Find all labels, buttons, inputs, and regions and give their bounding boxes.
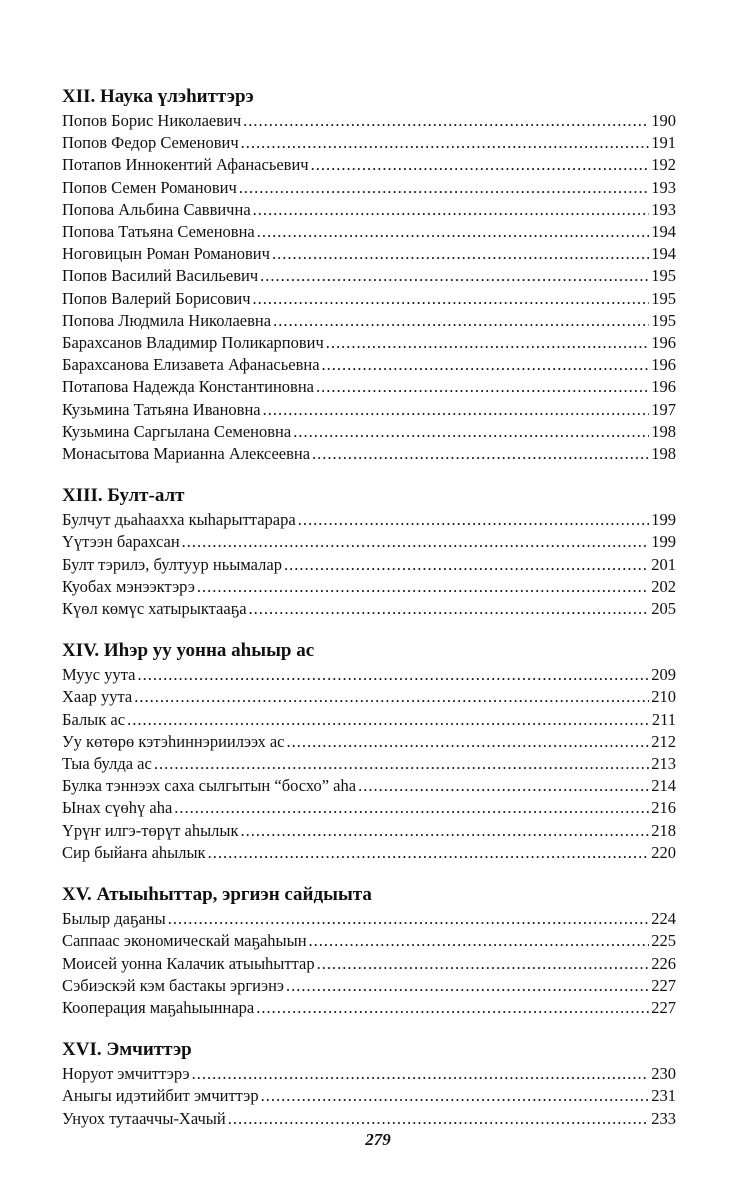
entry-title: Попов Семен Романович <box>62 177 237 197</box>
toc-entry <box>62 265 676 287</box>
entry-title: Уу көтөрө кэтэhиннэриилээх ас <box>62 731 285 751</box>
dot-leader <box>261 1085 650 1107</box>
toc-entry <box>62 310 676 332</box>
dot-leader <box>316 376 649 398</box>
entry-page-number: 202 <box>651 576 676 596</box>
dot-leader <box>263 399 650 421</box>
entry-title: Булка тэннээх саха сылгытын “босхо” аhа <box>62 776 357 796</box>
entry-title: Булт тэрилэ, бултуур ньымалар <box>62 554 282 574</box>
entry-title: Барахсанова Елизавета Афанасьевна <box>62 355 320 375</box>
entry-title: Сир быйаҥа аhылык <box>62 842 206 862</box>
entry-title: Күөл көмүс хатырыктааҕа <box>62 599 247 619</box>
table-of-contents <box>62 84 676 1148</box>
dot-leader <box>197 576 649 598</box>
toc-entry <box>62 177 676 199</box>
entry-page-number: 211 <box>651 709 676 729</box>
entry-title: Булчут дьаhаахха кыhарыттарара <box>62 510 296 530</box>
toc-entry <box>62 1085 676 1107</box>
entry-page-number: 199 <box>651 510 676 530</box>
dot-leader <box>239 177 649 199</box>
section-title: XVI. Эмчиттэр <box>62 1039 192 1061</box>
section-title: XIII. Булт-алт <box>62 485 185 507</box>
dot-leader <box>272 243 649 265</box>
entry-title: Попова Людмила Николаевна <box>62 310 272 330</box>
section-title: XIV. Иhэр уу уонна аhыыр ас <box>62 640 315 662</box>
dot-leader <box>241 132 650 154</box>
entry-title: Попова Альбина Саввична <box>62 199 251 219</box>
entry-page-number: 198 <box>651 444 676 464</box>
toc-entry <box>62 332 676 354</box>
entry-page-number: 230 <box>651 1064 676 1084</box>
toc-entry <box>62 664 676 686</box>
entry-title: Попова Татьяна Семеновна <box>62 222 255 242</box>
dot-leader <box>168 908 650 930</box>
entry-page-number: 201 <box>651 554 676 574</box>
entry-page-number: 194 <box>651 244 676 264</box>
entry-page-number: 193 <box>651 177 676 197</box>
toc-entry <box>62 421 676 443</box>
dot-leader <box>228 1108 650 1130</box>
toc-entry <box>62 399 676 421</box>
dot-leader <box>326 332 649 354</box>
toc-entry <box>62 975 676 997</box>
page-number: 279 <box>365 1130 391 1149</box>
toc-entry <box>62 908 676 930</box>
dot-leader <box>260 265 649 287</box>
entry-title: Кооперация маҕаhыыннара <box>62 997 255 1017</box>
entry-title: Потапова Надежда Константиновна <box>62 377 314 397</box>
entry-page-number: 212 <box>651 731 676 751</box>
entry-title: Кузьмина Татьяна Ивановна <box>62 399 261 419</box>
entry-page-number: 193 <box>651 199 676 219</box>
entry-title: Үүтээн барахсан <box>62 532 180 552</box>
toc-section <box>62 1037 676 1130</box>
toc-entry <box>62 686 676 708</box>
entry-page-number: 231 <box>651 1086 676 1106</box>
dot-leader <box>298 509 650 531</box>
toc-entry <box>62 199 676 221</box>
entry-page-number: 220 <box>651 842 676 862</box>
toc-entry <box>62 842 676 864</box>
entry-title: Норуот эмчиттэрэ <box>62 1064 190 1084</box>
toc-entry <box>62 443 676 465</box>
entry-page-number: 198 <box>651 421 676 441</box>
dot-leader <box>243 110 649 132</box>
dot-leader <box>312 443 649 465</box>
dot-leader <box>208 842 650 864</box>
toc-entry <box>62 576 676 598</box>
entry-page-number: 210 <box>651 687 676 707</box>
entry-title: Кузьмина Саргылана Семеновна <box>62 421 292 441</box>
entry-page-number: 224 <box>651 909 676 929</box>
entry-page-number: 225 <box>651 931 676 951</box>
toc-entry <box>62 376 676 398</box>
entry-page-number: 192 <box>651 155 676 175</box>
toc-entry <box>62 110 676 132</box>
toc-entry <box>62 554 676 576</box>
dot-leader <box>249 598 650 620</box>
entry-title: Ноговицын Роман Романович <box>62 244 270 264</box>
toc-section <box>62 638 676 864</box>
entry-title: Муус уута <box>62 665 136 685</box>
toc-entry <box>62 1108 676 1130</box>
entry-page-number: 213 <box>651 754 676 774</box>
toc-entry <box>62 775 676 797</box>
entry-page-number: 196 <box>651 377 676 397</box>
dot-leader <box>134 686 649 708</box>
entry-title: Ынах сүөhү аhа <box>62 798 173 818</box>
entry-page-number: 227 <box>651 975 676 995</box>
dot-leader <box>284 554 649 576</box>
dot-leader <box>253 288 650 310</box>
dot-leader <box>154 753 649 775</box>
toc-entry <box>62 731 676 753</box>
entry-title: Тыа булда ас <box>62 754 152 774</box>
entry-title: Сэбиэскэй кэм бастакы эргиэнэ <box>62 975 284 995</box>
entry-page-number: 209 <box>651 665 676 685</box>
toc-entry <box>62 598 676 620</box>
dot-leader <box>137 664 649 686</box>
entry-page-number: 196 <box>651 355 676 375</box>
dot-leader <box>322 354 650 376</box>
toc-entry <box>62 1063 676 1085</box>
dot-leader <box>317 953 650 975</box>
entry-title: Саппаас экономическай маҕаhыын <box>62 931 307 951</box>
dot-leader <box>192 1063 650 1085</box>
toc-entry <box>62 820 676 842</box>
entry-title: Монасытова Марианна Алексеевна <box>62 444 311 464</box>
dot-leader <box>253 199 650 221</box>
toc-entry <box>62 509 676 531</box>
toc-entry <box>62 953 676 975</box>
entry-title: Попов Борис Николаевич <box>62 111 242 130</box>
entry-page-number: 194 <box>651 222 676 242</box>
dot-leader <box>309 930 650 952</box>
entry-page-number: 197 <box>651 399 676 419</box>
entry-page-number: 196 <box>651 333 676 353</box>
entry-page-number: 195 <box>651 266 676 286</box>
toc-entry <box>62 354 676 376</box>
entry-title: Попов Федор Семенович <box>62 133 239 153</box>
entry-title: Былыр даҕаны <box>62 909 166 929</box>
dot-leader <box>311 154 650 176</box>
entry-page-number: 195 <box>651 288 676 308</box>
toc-section <box>62 483 676 620</box>
toc-section <box>62 882 676 1019</box>
toc-entry <box>62 709 676 731</box>
entry-page-number: 216 <box>651 798 676 818</box>
entry-page-number: 205 <box>651 599 676 619</box>
toc-entry <box>62 288 676 310</box>
entry-title: Попов Василий Васильевич <box>62 266 259 286</box>
entry-title: Аныгы идэтийбит эмчиттэр <box>62 1086 259 1106</box>
entry-title: Үрүҥ илгэ-төрүт аhылык <box>62 820 239 840</box>
entry-page-number: 191 <box>651 133 676 153</box>
toc-entry <box>62 753 676 775</box>
toc-entry <box>62 531 676 553</box>
dot-leader <box>127 709 650 731</box>
dot-leader <box>241 820 650 842</box>
toc-entry <box>62 243 676 265</box>
toc-section <box>62 84 676 465</box>
entry-page-number: 218 <box>651 820 676 840</box>
dot-leader <box>286 975 649 997</box>
entry-page-number: 190 <box>651 111 676 130</box>
toc-entry <box>62 997 676 1019</box>
entry-page-number: 226 <box>651 953 676 973</box>
dot-leader <box>293 421 649 443</box>
toc-entry <box>62 221 676 243</box>
toc-entry <box>62 930 676 952</box>
entry-title: Куобах мэнээктэрэ <box>62 576 195 596</box>
dot-leader <box>182 531 650 553</box>
toc-entry <box>62 154 676 176</box>
entry-title: Барахсанов Владимир Поликарпович <box>62 333 324 353</box>
entry-page-number: 233 <box>651 1108 676 1128</box>
entry-page-number: 227 <box>651 997 676 1017</box>
entry-title: Унуох тутааччы-Хачый <box>62 1108 226 1128</box>
entry-page-number: 214 <box>651 776 676 796</box>
section-title: XII. Наука үлэhиттэрэ <box>62 86 254 107</box>
dot-leader <box>257 221 649 243</box>
dot-leader <box>287 731 650 753</box>
entry-title: Моисей уонна Калачик атыыhыттар <box>62 953 315 973</box>
dot-leader <box>358 775 649 797</box>
entry-title: Хаар уута <box>62 687 133 707</box>
entry-title: Потапов Иннокентий Афанасьевич <box>62 155 309 175</box>
entry-title: Попов Валерий Борисович <box>62 288 251 308</box>
section-title: XV. Атыыhыттар, эргиэн сайдыыта <box>62 884 372 906</box>
dot-leader <box>174 797 649 819</box>
entry-page-number: 199 <box>651 532 676 552</box>
dot-leader <box>256 997 649 1019</box>
dot-leader <box>273 310 649 332</box>
toc-entry <box>62 132 676 154</box>
entry-page-number: 195 <box>651 310 676 330</box>
toc-entry <box>62 797 676 819</box>
entry-title: Балык ас <box>62 709 126 729</box>
